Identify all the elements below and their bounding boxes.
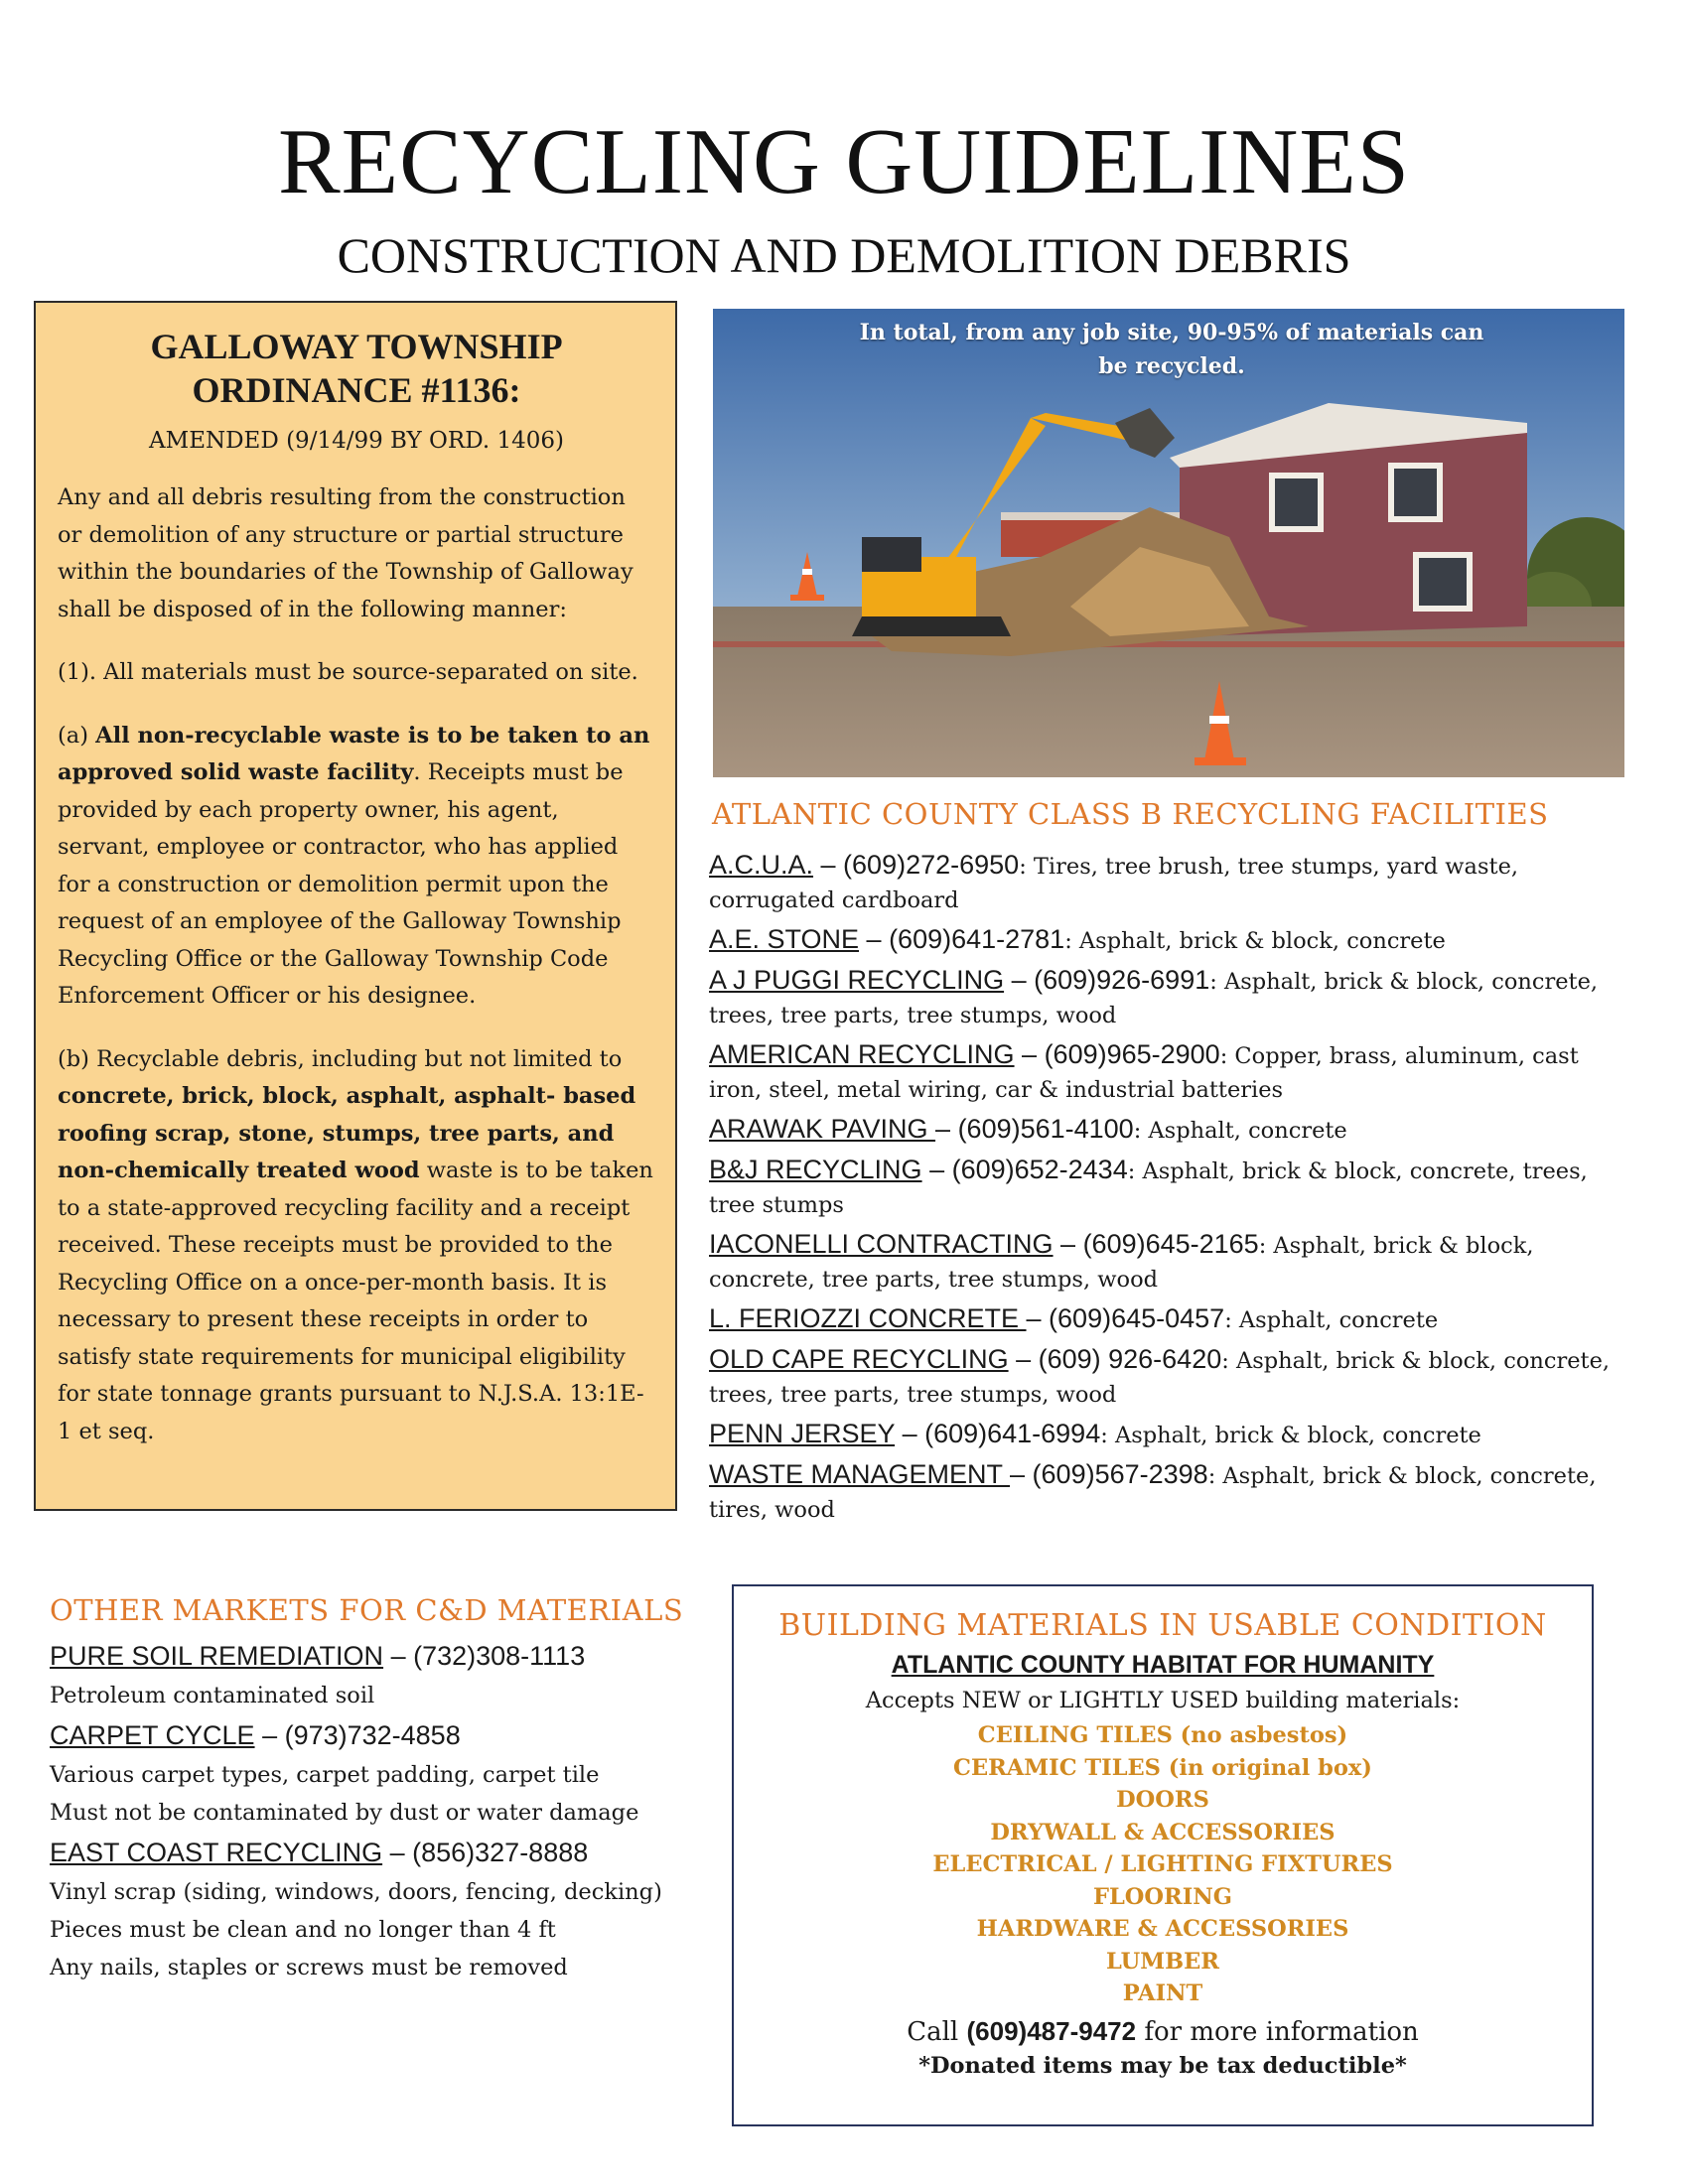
building-materials-box [732, 1584, 1594, 2126]
market-phone: – (856)327-8888 [382, 1838, 589, 1867]
market-entry [50, 1832, 705, 1873]
call-suffix: for more information [1136, 2016, 1419, 2047]
ordinance-title-line1: GALLOWAY TOWNSHIP [150, 327, 563, 366]
facility-name: A.C.U.A. [709, 850, 814, 880]
facility-item [709, 1153, 1622, 1222]
accepted-material: CERAMIC TILES (in original box) [953, 1754, 1372, 1781]
ordinance-amended: AMENDED (9/14/99 BY ORD. 1406) [149, 428, 564, 454]
rule-b-bold: concrete, brick, block, asphalt, asphalt- based roofing scrap, stone, stumps, tree parts, and non-chemically treated wood [58, 1083, 636, 1183]
facility-name: A.E. STONE [709, 924, 860, 954]
rule-a-bold: All non-recyclable waste is to be taken to an approved solid waste facility [58, 722, 650, 785]
accepts-text: Accepts NEW or LIGHTLY USED building materials: [865, 1688, 1461, 1713]
facility-item [709, 1037, 1622, 1107]
ordinance-rule-1: (1). All materials must be source-separated on site. [58, 659, 638, 685]
call-prefix: Call [907, 2016, 967, 2047]
other-markets-list [50, 1635, 705, 1986]
facility-item [709, 963, 1622, 1032]
market-description: Vinyl scrap (siding, windows, doors, fencing, decking) [50, 1879, 662, 1905]
rule-a-rest: . Receipts must be provided by each property owner, his agent, servant, employee or contractor, who has applied for a construction or demolition permit upon the request of an employee of the Galloway Township Recycling Office or the Galloway Township Code Enforcement Officer or his designee. [58, 759, 624, 1009]
facility-materials: : Asphalt, concrete [1224, 1307, 1439, 1333]
facility-materials: : Asphalt, concrete [1133, 1118, 1347, 1144]
building-materials-heading: BUILDING MATERIALS IN USABLE CONDITION [778, 1608, 1547, 1643]
facility-phone: – (609)645-0457 [1026, 1303, 1225, 1333]
market-name: CARPET CYCLE [50, 1720, 255, 1750]
accepted-material: PAINT [1122, 1980, 1203, 2006]
facility-materials: : Copper, brass, aluminum, cast iron, steel, metal wiring, car & industrial batteries [709, 1043, 1579, 1103]
accepted-material: ELECTRICAL / LIGHTING FIXTURES [932, 1851, 1393, 1877]
call-info [734, 2016, 1592, 2047]
page-subtitle: CONSTRUCTION AND DEMOLITION DEBRIS [337, 227, 1351, 283]
facility-phone: – (609)272-6950 [813, 850, 1020, 880]
rule-b-rest: waste is to be taken to a state-approved recycling facility and a receipt received. These receipts must be provided to the Recycling Office on a once-per-month basis. It is necessary to present these receipts in order to satisfy state requirements for municipal eligibility for state tonnage grants pursuant to N.J.S.A. 13:1E-1 et seq. [58, 1158, 653, 1444]
accepted-material: DOORS [1116, 1787, 1209, 1813]
page-title: RECYCLING GUIDELINES [277, 110, 1411, 213]
facility-item [709, 1457, 1622, 1527]
accepted-material: FLOORING [1093, 1883, 1232, 1910]
facility-materials: : Asphalt, brick & block, concrete, trees, tree parts, tree stumps, wood [709, 1348, 1611, 1408]
market-description: Pieces must be clean and no longer than 4 ft [50, 1917, 556, 1943]
facility-item [709, 1342, 1622, 1412]
facility-materials: : Asphalt, brick & block, concrete, tires, wood [709, 1463, 1597, 1523]
facility-materials: : Asphalt, brick & block, concrete, tree parts, tree stumps, wood [709, 1233, 1534, 1293]
facility-phone: – (609)965-2900 [1014, 1039, 1220, 1069]
facility-phone: – (609)926-6991 [1004, 965, 1210, 995]
rule-b-prefix: (b) Recyclable debris, including but not limited to [58, 1045, 623, 1072]
accepted-material: DRYWALL & ACCESSORIES [990, 1819, 1336, 1845]
facility-name: WASTE MANAGEMENT [709, 1459, 1011, 1489]
facility-name: IACONELLI CONTRACTING [709, 1229, 1054, 1259]
facility-name: A J PUGGI RECYCLING [709, 965, 1005, 995]
accepted-materials-list [734, 1719, 1592, 2010]
facility-name: AMERICAN RECYCLING [709, 1039, 1015, 1069]
facility-phone: – (609) 926-6420 [1008, 1344, 1222, 1374]
ordinance-intro: Any and all debris resulting from the construction or demolition of any structure or partial structure within the boundaries of the Township of Galloway shall be disposed of in the following manner: [58, 484, 633, 622]
facility-phone: – (609)567-2398 [1010, 1459, 1208, 1489]
ordinance-rule-a [58, 718, 655, 1016]
rule-a-prefix: (a) [58, 722, 96, 749]
facility-item [709, 922, 1622, 958]
facility-item [709, 848, 1622, 917]
tax-deductible-note: *Donated items may be tax deductible* [918, 2052, 1407, 2079]
photo-caption: In total, from any job site, 90-95% of materials can be recycled. [859, 320, 1484, 379]
accepted-material: HARDWARE & ACCESSORIES [976, 1916, 1349, 1942]
facility-name: L. FERIOZZI CONCRETE [709, 1303, 1027, 1333]
facility-item [709, 1417, 1622, 1452]
market-description: Various carpet types, carpet padding, carpet tile [50, 1762, 600, 1788]
other-markets-heading: OTHER MARKETS FOR C&D MATERIALS [50, 1593, 684, 1627]
facility-item [709, 1227, 1622, 1297]
market-description: Any nails, staples or screws must be removed [50, 1955, 568, 1980]
facility-name: PENN JERSEY [709, 1419, 896, 1448]
facility-materials: : Asphalt, brick & block, concrete [1100, 1423, 1481, 1448]
ordinance-title-line2: ORDINANCE #1136: [192, 370, 521, 410]
facility-name: ARAWAK PAVING [709, 1114, 936, 1144]
ordinance-box [34, 301, 677, 1511]
facility-phone: – (609)561-4100 [935, 1114, 1134, 1144]
facility-name: B&J RECYCLING [709, 1155, 922, 1184]
market-description: Petroleum contaminated soil [50, 1683, 375, 1708]
market-entry [50, 1714, 705, 1756]
accepted-material: CEILING TILES (no asbestos) [977, 1722, 1348, 1748]
habitat-org-name: ATLANTIC COUNTY HABITAT FOR HUMANITY [891, 1651, 1435, 1679]
facility-phone: – (609)641-2781 [859, 924, 1065, 954]
facility-item [709, 1301, 1622, 1337]
market-phone: – (973)732-4858 [254, 1720, 461, 1750]
facility-materials: : Asphalt, brick & block, concrete, trees, tree stumps [709, 1159, 1588, 1218]
accepted-material: LUMBER [1106, 1948, 1219, 1975]
market-entry [50, 1635, 705, 1677]
market-phone: – (732)308-1113 [383, 1641, 586, 1671]
facility-phone: – (609)652-2434 [921, 1155, 1128, 1184]
facility-phone: – (609)641-6994 [895, 1419, 1101, 1448]
facilities-heading: ATLANTIC COUNTY CLASS B RECYCLING FACILITIES [712, 797, 1549, 831]
market-description: Must not be contaminated by dust or water damage [50, 1800, 639, 1826]
ordinance-rule-b [58, 1041, 655, 1451]
facilities-list [709, 848, 1622, 1532]
facility-item [709, 1112, 1622, 1148]
facility-name: OLD CAPE RECYCLING [709, 1344, 1009, 1374]
facility-phone: – (609)645-2165 [1053, 1229, 1259, 1259]
facility-materials: : Tires, tree brush, tree stumps, yard waste, corrugated cardboard [709, 854, 1519, 913]
ordinance-title [58, 325, 655, 412]
facility-materials: : Asphalt, brick & block, concrete, trees, tree parts, tree stumps, wood [709, 969, 1599, 1028]
market-name: EAST COAST RECYCLING [50, 1838, 383, 1867]
habitat-phone: (609)487-9472 [966, 2015, 1137, 2046]
facility-materials: : Asphalt, brick & block, concrete [1064, 928, 1446, 954]
market-name: PURE SOIL REMEDIATION [50, 1641, 384, 1671]
